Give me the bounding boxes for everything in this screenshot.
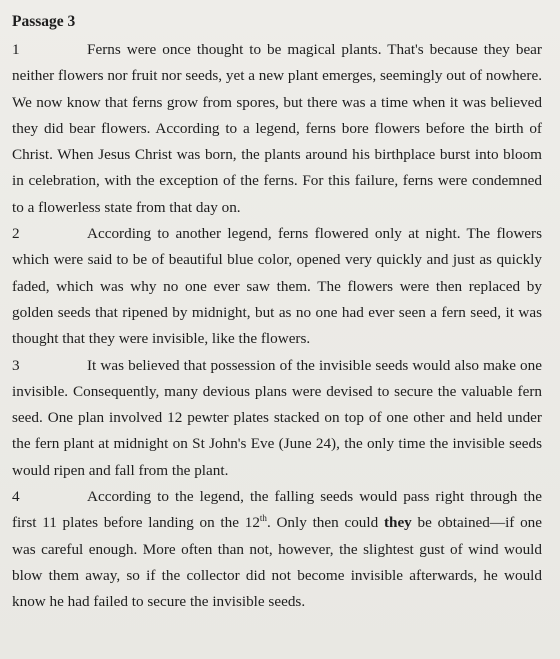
paragraph-text-middle: . Only then could (266, 514, 384, 532)
emphasized-word: they (383, 514, 412, 532)
paragraph-text-before: According to the legend, the falling seeds would pass right through the first 11 plates before landing on the 12 (12, 488, 542, 532)
paragraph-4 (12, 484, 542, 615)
paragraph-3 (12, 353, 542, 484)
paragraph-number: 3 (12, 356, 20, 374)
ordinal-superscript: th (259, 513, 267, 524)
paragraph-number: 1 (12, 41, 20, 58)
paragraph-text: According to another legend, ferns flowered only at night. The flowers which were said to be of beautiful blue color, opened very quickly and just as quickly faded, which was why no one ever saw them. The flowers were then replaced by golden seeds that ripened by midnight, but as no one had ever seen a fern seed, it was thought that they were invisible, like the flowers. (12, 225, 542, 348)
paragraph-2 (12, 221, 542, 352)
paragraph-text: It was believed that possession of the invisible seeds would also make one invisible. Consequently, many devious plans were devised to secure the valuable fern seed. One plan involved 12 pewter plates stacked on top of one other and held under the fern plant at midnight on St John's Eve (June 24), the only time the invisible seeds would ripen and fall from the plant. (12, 356, 542, 479)
passage-title: Passage 3 (12, 13, 76, 30)
paragraph-text: Ferns were once thought to be magical plants. That's because they bear neither flowers nor fruit nor seeds, yet a new plant emerges, seemingly out of nowhere. We now know that ferns grow from spores, but there was a time when it was believed they did bear flowers. According to a legend, ferns bore flowers before the birth of Christ. When Jesus Christ was born, the plants around his birthplace burst into bloom in celebration, with the exception of the ferns. For this failure, ferns were condemned to a flowerless state from that day on. (12, 41, 542, 216)
paragraph-number: 4 (12, 488, 20, 506)
paragraph-1 (12, 37, 542, 221)
paragraph-text-after: be obtained—if one was careful enough. More often than not, however, the slightest gust of wind would blow them away, so if the collector did not become invisible afterwards, he would know he had failed to secure the invisible seeds. (12, 514, 543, 611)
paragraph-number: 2 (12, 225, 20, 243)
